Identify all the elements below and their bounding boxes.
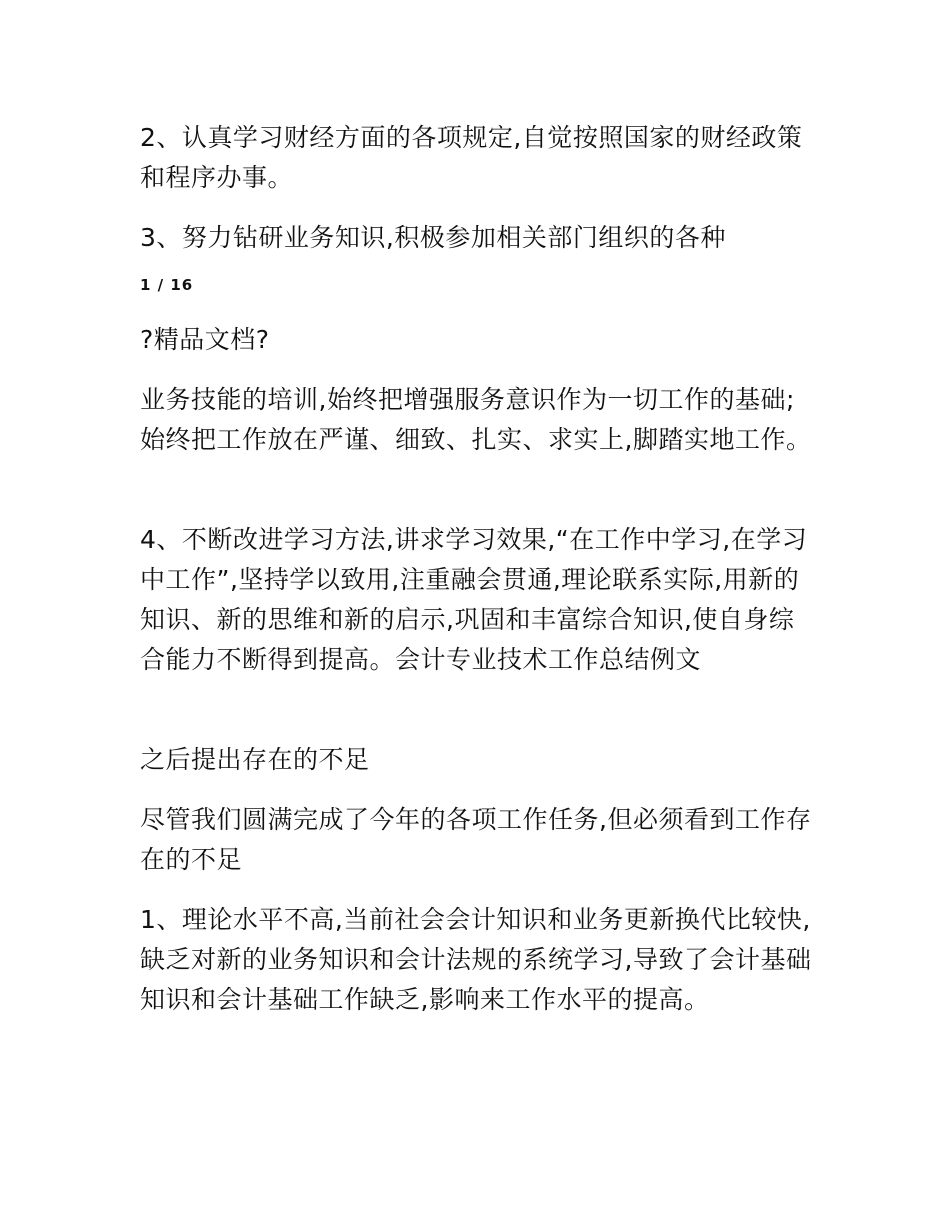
paragraph-item-4: 4、不断改进学习方法,讲求学习效果,“在工作中学习,在学习中工作”,坚持学以致用,注重融会贯通,理论联系实际,用新的知识、新的思维和新的启示,巩固和丰富综合知识,使自身综合能力不断得到提高。会计专业技术工作总结例文 <box>140 525 808 674</box>
paragraph-shortcomings-intro: 之后提出存在的不足 <box>140 745 370 774</box>
paragraph-item-3-start: 3、努力钻研业务知识,积极参加相关部门组织的各种 <box>140 223 726 252</box>
paragraph-item-3-continued: 业务技能的培训,始终把增强服务意识作为一切工作的基础;始终把工作放在严谨、细致、扎实、求实上,脚踏实地工作。 <box>140 385 812 454</box>
header-label: ?精品文档? <box>140 325 270 354</box>
paragraph-shortcomings-summary: 尽管我们圆满完成了今年的各项工作任务,但必须看到工作存在的不足 <box>140 805 812 874</box>
page-number: 1 / 16 <box>140 276 194 294</box>
paragraph-shortcoming-1: 1、理论水平不高,当前社会会计知识和业务更新换代比较快,缺乏对新的业务知识和会计法规的系统学习,导致了会计基础知识和会计基础工作缺乏,影响来工作水平的提高。 <box>140 905 812 1014</box>
paragraph-item-2: 2、认真学习财经方面的各项规定,自觉按照国家的财经政策和程序办事。 <box>140 123 803 192</box>
